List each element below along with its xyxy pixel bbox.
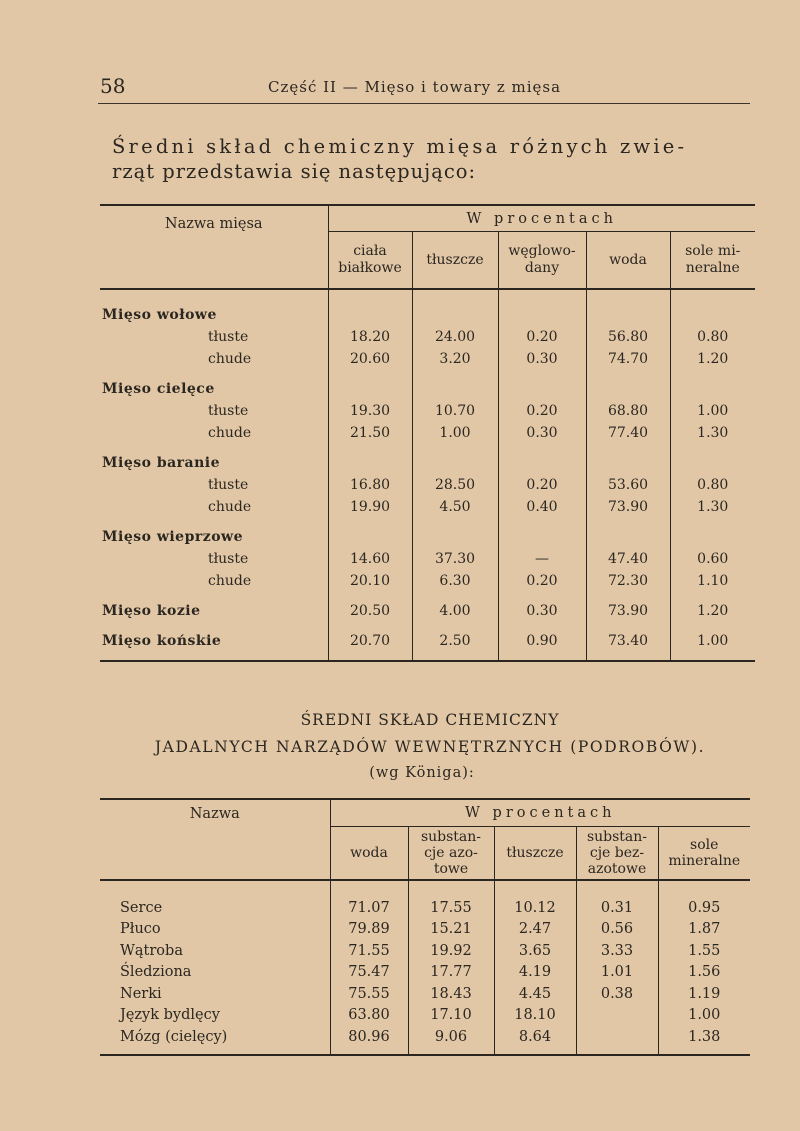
column-header bbox=[658, 827, 750, 881]
table-row bbox=[100, 474, 755, 496]
spacer-cell bbox=[328, 289, 412, 304]
spacer-cell bbox=[586, 444, 670, 452]
value-cell: 1.10 bbox=[670, 570, 755, 592]
bottom-rule-row bbox=[100, 652, 755, 661]
value-cell: 0.30 bbox=[498, 600, 586, 622]
row-name: Mięso wołowe bbox=[102, 307, 217, 323]
sp-small-row bbox=[100, 370, 755, 378]
column-header-line: azotowe bbox=[587, 861, 647, 877]
bottom-cell bbox=[586, 652, 670, 661]
spacer-cell bbox=[328, 444, 412, 452]
column-header bbox=[586, 232, 670, 290]
value-cell: 24.00 bbox=[412, 326, 498, 348]
value-cell bbox=[576, 1026, 658, 1048]
row-name: Śledziona bbox=[120, 964, 192, 981]
value-cell bbox=[412, 378, 498, 400]
column-header-line: ciała bbox=[353, 243, 387, 259]
value-cell: 0.20 bbox=[498, 570, 586, 592]
row-subtype: chude bbox=[208, 573, 252, 589]
value-cell bbox=[586, 452, 670, 474]
value-cell bbox=[498, 452, 586, 474]
column-header-line: tłuszcze bbox=[426, 251, 484, 268]
value-cell: 14.60 bbox=[328, 548, 412, 570]
value-cell: 6.30 bbox=[412, 570, 498, 592]
value-cell: 0.56 bbox=[576, 919, 658, 941]
spacer-cell bbox=[100, 622, 328, 630]
value-cell: 53.60 bbox=[586, 474, 670, 496]
value-cell bbox=[670, 452, 755, 474]
spacer-cell bbox=[670, 289, 755, 304]
table-row bbox=[100, 400, 755, 422]
value-cell: 1.19 bbox=[658, 983, 750, 1005]
bottom-rule-row bbox=[100, 1048, 750, 1055]
value-cell: 0.90 bbox=[498, 630, 586, 652]
spacer-cell bbox=[412, 518, 498, 526]
table-row bbox=[100, 378, 755, 400]
row-subtype: tłuste bbox=[208, 329, 249, 345]
value-cell: 75.47 bbox=[330, 962, 408, 984]
value-cell: 74.70 bbox=[586, 348, 670, 370]
value-cell: 9.06 bbox=[408, 1026, 494, 1048]
value-cell: 72.30 bbox=[586, 570, 670, 592]
value-cell bbox=[498, 526, 586, 548]
spacer-cell bbox=[586, 289, 670, 304]
value-cell bbox=[412, 526, 498, 548]
name-column-header: Nazwa bbox=[100, 800, 330, 880]
intro-paragraph bbox=[112, 134, 762, 184]
value-cell: 20.50 bbox=[328, 600, 412, 622]
column-header bbox=[576, 827, 658, 881]
bottom-cell bbox=[100, 1048, 330, 1055]
value-cell: 18.43 bbox=[408, 983, 494, 1005]
table-row bbox=[100, 348, 755, 370]
group-header: W procentach bbox=[330, 800, 750, 827]
spacer-cell bbox=[412, 444, 498, 452]
value-cell: 2.47 bbox=[494, 919, 576, 941]
value-cell: 1.00 bbox=[670, 400, 755, 422]
value-cell: 1.30 bbox=[670, 422, 755, 444]
spacer-cell bbox=[670, 592, 755, 600]
value-cell: 63.80 bbox=[330, 1005, 408, 1027]
table-row bbox=[100, 919, 750, 941]
page-number: 58 bbox=[100, 74, 126, 98]
column-header bbox=[330, 827, 408, 881]
spacer-cell bbox=[412, 622, 498, 630]
spacer-cell bbox=[100, 592, 328, 600]
value-cell bbox=[670, 526, 755, 548]
header-rule bbox=[98, 103, 750, 104]
table-row bbox=[100, 496, 755, 518]
column-header bbox=[498, 232, 586, 290]
column-header-line: tłuszcze bbox=[506, 845, 564, 861]
bottom-cell bbox=[658, 1048, 750, 1055]
column-header-line: woda bbox=[350, 845, 388, 861]
spacer-cell bbox=[412, 289, 498, 304]
value-cell: 3.65 bbox=[494, 940, 576, 962]
value-cell bbox=[328, 378, 412, 400]
row-name: Mięso kozie bbox=[102, 603, 201, 619]
value-cell: 73.90 bbox=[586, 496, 670, 518]
spacer-cell bbox=[670, 622, 755, 630]
value-cell: 75.55 bbox=[330, 983, 408, 1005]
value-cell: 0.20 bbox=[498, 326, 586, 348]
column-header bbox=[328, 232, 412, 290]
value-cell: 68.80 bbox=[586, 400, 670, 422]
spacer-cell bbox=[498, 518, 586, 526]
table-row bbox=[100, 422, 755, 444]
column-header-line: substan- bbox=[420, 829, 482, 845]
spacer-cell bbox=[408, 880, 494, 897]
spacer-cell bbox=[100, 289, 328, 304]
table2-title-line-2: JADALNYCH NARZĄDÓW WEWNĘTRZNYCH (PODROBÓW). bbox=[154, 738, 706, 756]
value-cell bbox=[576, 1005, 658, 1027]
table-row bbox=[100, 962, 750, 984]
spacer-cell bbox=[658, 880, 750, 897]
spacer-cell bbox=[412, 370, 498, 378]
value-cell: 1.38 bbox=[658, 1026, 750, 1048]
sp-small-row bbox=[100, 444, 755, 452]
value-cell: 17.77 bbox=[408, 962, 494, 984]
value-cell: 1.20 bbox=[670, 348, 755, 370]
spacer-cell bbox=[100, 518, 328, 526]
bottom-cell bbox=[494, 1048, 576, 1055]
spacer-cell bbox=[586, 370, 670, 378]
value-cell: 1.00 bbox=[670, 630, 755, 652]
table-row bbox=[100, 897, 750, 919]
value-cell: 1.01 bbox=[576, 962, 658, 984]
table-row bbox=[100, 1026, 750, 1048]
spacer-cell bbox=[586, 518, 670, 526]
bottom-cell bbox=[576, 1048, 658, 1055]
value-cell: 79.89 bbox=[330, 919, 408, 941]
offal-composition-table bbox=[100, 798, 750, 1056]
value-cell: 1.20 bbox=[670, 600, 755, 622]
intro-line-2: rząt przedstawia się następująco: bbox=[112, 160, 477, 183]
spacer-cell bbox=[494, 880, 576, 897]
column-header-line: cje bez- bbox=[589, 845, 645, 861]
row-name: Płuco bbox=[120, 921, 161, 938]
value-cell bbox=[328, 304, 412, 326]
value-cell: 19.90 bbox=[328, 496, 412, 518]
value-cell: 19.30 bbox=[328, 400, 412, 422]
spacer-cell bbox=[670, 370, 755, 378]
row-name: Mięso cielęce bbox=[102, 381, 215, 397]
value-cell bbox=[586, 378, 670, 400]
value-cell: 10.70 bbox=[412, 400, 498, 422]
value-cell: 19.92 bbox=[408, 940, 494, 962]
column-header bbox=[408, 827, 494, 881]
bottom-cell bbox=[498, 652, 586, 661]
value-cell: 2.50 bbox=[412, 630, 498, 652]
bottom-cell bbox=[100, 652, 328, 661]
table2-title-line-3: (wg Königa): bbox=[369, 765, 475, 781]
row-subtype: tłuste bbox=[208, 477, 249, 493]
column-header-line: mineralne bbox=[668, 853, 741, 869]
value-cell: 18.20 bbox=[328, 326, 412, 348]
sp-row bbox=[100, 289, 755, 304]
value-cell: 16.80 bbox=[328, 474, 412, 496]
value-cell: 0.31 bbox=[576, 897, 658, 919]
row-name: Mięso baranie bbox=[102, 455, 221, 471]
header-row-1 bbox=[100, 206, 755, 232]
spacer-cell bbox=[412, 592, 498, 600]
value-cell bbox=[586, 304, 670, 326]
column-header-line: dany bbox=[524, 260, 560, 276]
value-cell: 0.60 bbox=[670, 548, 755, 570]
table-row bbox=[100, 548, 755, 570]
table-row bbox=[100, 600, 755, 622]
value-cell: 71.55 bbox=[330, 940, 408, 962]
value-cell: 4.50 bbox=[412, 496, 498, 518]
value-cell bbox=[498, 304, 586, 326]
table-row bbox=[100, 940, 750, 962]
value-cell: 1.56 bbox=[658, 962, 750, 984]
column-header-line: substan- bbox=[586, 829, 648, 845]
value-cell: 80.96 bbox=[330, 1026, 408, 1048]
value-cell: 4.19 bbox=[494, 962, 576, 984]
spacer-cell bbox=[328, 622, 412, 630]
value-cell bbox=[412, 304, 498, 326]
value-cell: 20.60 bbox=[328, 348, 412, 370]
value-cell: 0.80 bbox=[670, 474, 755, 496]
value-cell: 0.20 bbox=[498, 474, 586, 496]
row-name: Język bydlęcy bbox=[120, 1007, 220, 1024]
value-cell bbox=[328, 526, 412, 548]
row-name: Mięso końskie bbox=[102, 633, 222, 649]
value-cell: 0.30 bbox=[498, 348, 586, 370]
row-subtype: tłuste bbox=[208, 551, 249, 567]
bottom-cell bbox=[412, 652, 498, 661]
table-row bbox=[100, 983, 750, 1005]
row-name: Wątroba bbox=[120, 942, 183, 959]
value-cell: 71.07 bbox=[330, 897, 408, 919]
value-cell: 10.12 bbox=[494, 897, 576, 919]
table-row bbox=[100, 452, 755, 474]
value-cell: 1.00 bbox=[412, 422, 498, 444]
value-cell bbox=[328, 452, 412, 474]
value-cell: 0.20 bbox=[498, 400, 586, 422]
value-cell: 17.10 bbox=[408, 1005, 494, 1027]
sp-small-row bbox=[100, 592, 755, 600]
spacer-cell bbox=[100, 370, 328, 378]
bottom-cell bbox=[330, 1048, 408, 1055]
spacer-cell bbox=[328, 592, 412, 600]
row-name: Nerki bbox=[120, 985, 162, 1002]
column-header-line: woda bbox=[609, 251, 647, 268]
spacer-cell bbox=[100, 444, 328, 452]
group-header: W procentach bbox=[328, 206, 755, 232]
header-row-1 bbox=[100, 800, 750, 827]
column-header bbox=[494, 827, 576, 881]
row-subtype: chude bbox=[208, 351, 252, 367]
value-cell: 21.50 bbox=[328, 422, 412, 444]
value-cell: 47.40 bbox=[586, 548, 670, 570]
sp-row bbox=[100, 880, 750, 897]
sp-small-row bbox=[100, 622, 755, 630]
value-cell: 73.90 bbox=[586, 600, 670, 622]
spacer-cell bbox=[330, 880, 408, 897]
value-cell: 20.70 bbox=[328, 630, 412, 652]
value-cell: 8.64 bbox=[494, 1026, 576, 1048]
bottom-cell bbox=[670, 652, 755, 661]
spacer-cell bbox=[498, 370, 586, 378]
value-cell: 17.55 bbox=[408, 897, 494, 919]
row-name: Mózg (cielęcy) bbox=[120, 1028, 228, 1045]
value-cell: 20.10 bbox=[328, 570, 412, 592]
value-cell: 1.55 bbox=[658, 940, 750, 962]
spacer-cell bbox=[100, 880, 330, 897]
value-cell bbox=[412, 452, 498, 474]
spacer-cell bbox=[498, 592, 586, 600]
row-subtype: tłuste bbox=[208, 403, 249, 419]
value-cell: 1.00 bbox=[658, 1005, 750, 1027]
table-row bbox=[100, 570, 755, 592]
column-header-line: węglowo- bbox=[508, 243, 576, 259]
value-cell: 3.20 bbox=[412, 348, 498, 370]
column-header-line: białkowe bbox=[338, 260, 402, 276]
column-header-line: cje azo- bbox=[424, 845, 478, 861]
spacer-cell bbox=[670, 444, 755, 452]
spacer-cell bbox=[498, 289, 586, 304]
value-cell bbox=[586, 526, 670, 548]
intro-line-1: Średni skład chemiczny mięsa różnych zwie- bbox=[112, 135, 688, 158]
name-column-header: Nazwa mięsa bbox=[100, 206, 328, 289]
value-cell: — bbox=[498, 548, 586, 570]
value-cell: 1.30 bbox=[670, 496, 755, 518]
value-cell: 0.38 bbox=[576, 983, 658, 1005]
value-cell bbox=[670, 304, 755, 326]
table-row bbox=[100, 526, 755, 548]
value-cell: 0.40 bbox=[498, 496, 586, 518]
value-cell: 0.30 bbox=[498, 422, 586, 444]
value-cell: 0.95 bbox=[658, 897, 750, 919]
column-header bbox=[412, 232, 498, 290]
value-cell: 28.50 bbox=[412, 474, 498, 496]
value-cell: 1.87 bbox=[658, 919, 750, 941]
value-cell: 0.80 bbox=[670, 326, 755, 348]
row-subtype: chude bbox=[208, 425, 252, 441]
value-cell: 4.00 bbox=[412, 600, 498, 622]
row-subtype: chude bbox=[208, 499, 252, 515]
value-cell: 56.80 bbox=[586, 326, 670, 348]
column-header-line: neralne bbox=[685, 260, 740, 276]
value-cell: 15.21 bbox=[408, 919, 494, 941]
row-name: Mięso wieprzowe bbox=[102, 529, 244, 545]
bottom-cell bbox=[328, 652, 412, 661]
value-cell: 37.30 bbox=[412, 548, 498, 570]
bottom-cell bbox=[408, 1048, 494, 1055]
sp-small-row bbox=[100, 518, 755, 526]
value-cell: 3.33 bbox=[576, 940, 658, 962]
spacer-cell bbox=[576, 880, 658, 897]
table2-title-line-1: ŚREDNI SKŁAD CHEMICZNY bbox=[300, 711, 560, 729]
column-header-line: towe bbox=[433, 861, 469, 877]
column-header-line: sole mi- bbox=[685, 243, 741, 259]
spacer-cell bbox=[498, 444, 586, 452]
value-cell: 77.40 bbox=[586, 422, 670, 444]
table-row bbox=[100, 630, 755, 652]
spacer-cell bbox=[328, 370, 412, 378]
meat-composition-table bbox=[100, 204, 755, 662]
spacer-cell bbox=[586, 592, 670, 600]
spacer-cell bbox=[498, 622, 586, 630]
row-name: Serce bbox=[120, 899, 163, 916]
spacer-cell bbox=[328, 518, 412, 526]
spacer-cell bbox=[586, 622, 670, 630]
value-cell: 73.40 bbox=[586, 630, 670, 652]
table-row bbox=[100, 326, 755, 348]
spacer-cell bbox=[670, 518, 755, 526]
table-row bbox=[100, 304, 755, 326]
value-cell bbox=[670, 378, 755, 400]
value-cell bbox=[498, 378, 586, 400]
table-row bbox=[100, 1005, 750, 1027]
running-title: Część II — Mięso i towary z mięsa bbox=[268, 78, 562, 96]
column-header bbox=[670, 232, 755, 290]
value-cell: 18.10 bbox=[494, 1005, 576, 1027]
column-header-line: sole bbox=[690, 837, 719, 853]
value-cell: 4.45 bbox=[494, 983, 576, 1005]
